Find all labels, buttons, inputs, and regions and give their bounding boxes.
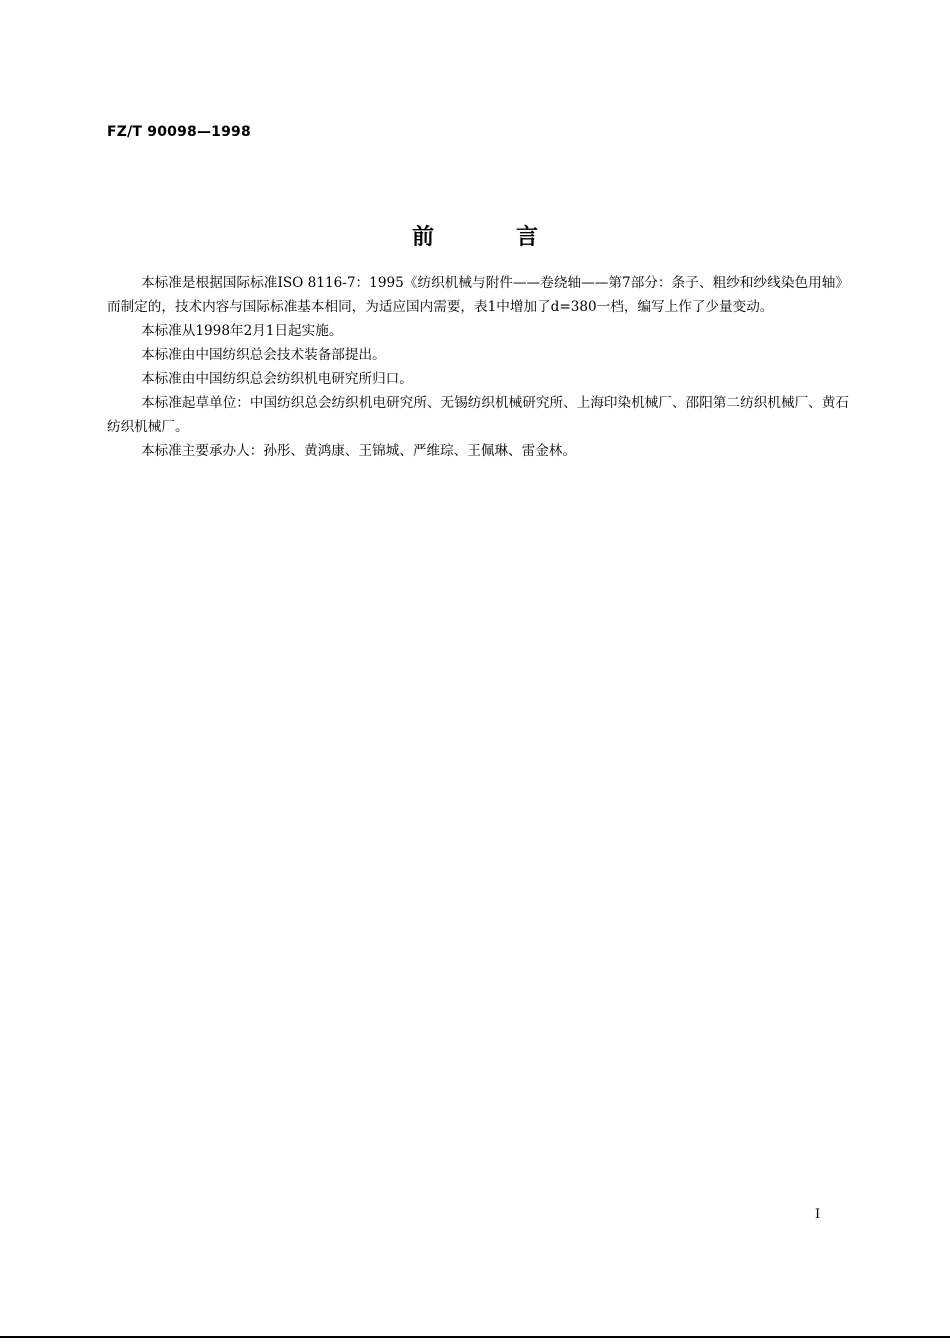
paragraph-effective-date: 本标准从1998年2月1日起实施。 xyxy=(141,323,343,339)
title-char-1: 前 xyxy=(411,225,434,250)
title-char-2: 言 xyxy=(516,225,539,250)
foreword-body xyxy=(107,271,849,463)
page-number: I xyxy=(815,1207,821,1222)
bottom-divider xyxy=(0,1336,950,1338)
paragraph-basis: 本标准是根据国际标准ISO 8116-7：1995《纺织机械与附件——卷绕轴——第7部分：条子、粗纱和纱线染色用轴》而制定的，技术内容与国际标准基本相同，为适应国内需要，表1中增加了d=380一档，编写上作了少量变动。 xyxy=(107,275,849,315)
paragraph-drafters: 本标准主要承办人：孙彤、黄鸿康、王锦城、严维琮、王佩琳、雷金林。 xyxy=(141,443,576,459)
paragraph-administered-by: 本标准由中国纺织总会纺织机电研究所归口。 xyxy=(141,371,413,387)
standard-number: FZ/T 90098—1998 xyxy=(107,124,251,140)
paragraph-drafting-units: 本标准起草单位：中国纺织总会纺织机电研究所、无锡纺织机械研究所、上海印染机械厂、邵阳第二纺织机械厂、黄石纺织机械厂。 xyxy=(107,395,849,435)
paragraph-proposed-by: 本标准由中国纺织总会技术装备部提出。 xyxy=(141,347,386,363)
section-title xyxy=(0,220,950,251)
